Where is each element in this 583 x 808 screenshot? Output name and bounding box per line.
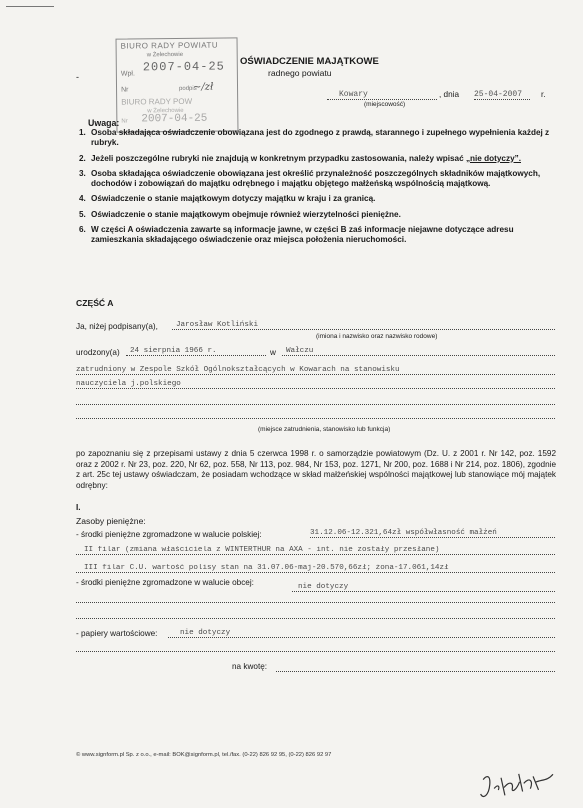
employment-line-2[interactable]: nauczyciela j.polskiego	[76, 380, 555, 389]
document-title: OŚWIADCZENIE MAJĄTKOWE	[240, 56, 379, 67]
pln-line-3[interactable]: III filar C.U. wartość polisy stan na 31.07.06-maj-20.570,66zł; żona-17.061,14zł	[76, 564, 555, 573]
name-caption: (imiona i nazwisko oraz nazwisko rodowe)	[316, 333, 438, 340]
note-item: 5. Oświadczenie o stanie majątkowym obejmuje również wierzytelności pieniężne.	[79, 209, 401, 219]
securities-label: - papiery wartościowe:	[76, 629, 158, 638]
employment-line-1[interactable]: zatrudniony w Zespole Szkół Ogólnokształcących w Kowarach na stanowisku	[76, 366, 555, 375]
note-item: 6. W części A oświadczenia zawarte są informacje jawne, w części B zaś informacje niejawne dotyczące adresu zamieszkania składającego oświadczenie oraz miejsca położenia nieruchomości.	[79, 225, 514, 245]
note-item: 4. Oświadczenie o stanie majątkowym dotyczy majątku w kraju i za granicą.	[79, 194, 376, 204]
receipt-stamp	[116, 37, 239, 132]
securities-line-2[interactable]	[76, 651, 555, 652]
signature-scribble	[476, 764, 559, 804]
stamp-date: 2007-04-25	[142, 59, 225, 75]
handwritten-signature	[476, 764, 559, 808]
note-item: 1. Osoba składająca oświadczenie obowiązana jest do zgodnego z prawdą, starannego i zupełnego wypełnienia każdej z rubryk.	[79, 128, 550, 148]
document-subtitle: radnego powiatu	[268, 68, 332, 78]
employment-line-3[interactable]	[76, 404, 555, 405]
stamp-office: BIURO RADY POWIATU	[120, 40, 219, 51]
stamp-date-2: 2007-04-25	[141, 112, 208, 126]
stamp-nr-2: Nr	[121, 118, 128, 125]
statement-paragraph: po zapoznaniu się z przepisami ustawy z dnia 5 czerwca 1998 r. o samorządzie powiatowym (Dz. U. z 2001 r. Nr 142, poz. 1592 oraz z 2002 r. Nr 23, poz. 220, Nr 62, poz. 558, Nr 113, poz. 984, Nr 153, poz. 1271, Nr 200, poz. 1688 i Nr 214, poz. 1806), zgodnie z art. 25c tej ustawy oświadczam, że posiadam wchodzące w skład małżeńskiej wspólności majątkowej lub stanowiące mój majątek odrębny:	[76, 449, 556, 490]
place-field[interactable]: Kowary	[327, 90, 437, 100]
notes-list	[79, 128, 559, 251]
foreign-label: - środki pieniężne zgromadzone w walucie obcej:	[76, 578, 254, 587]
notes-heading: Uwaga:	[88, 118, 120, 128]
footer-text: © www.signform.pl Sp. z o.o., e-mail: BOK@signform.pl, tel./fax. (0-22) 826 92 95, (0-22) 826 92 97	[76, 752, 332, 758]
name-label: Ja, niżej podpisany(a),	[76, 322, 158, 331]
stamp-office-2: BIURO RADY POW	[121, 96, 193, 107]
part-a-heading: CZĘŚĆ A	[76, 298, 114, 308]
stamp-pages-label: podpis	[179, 85, 197, 92]
foreign-line-3[interactable]	[76, 618, 555, 619]
born-in-label: w	[270, 348, 276, 357]
name-field[interactable]: Jarosław Kotliński	[172, 321, 555, 330]
top-rule	[6, 6, 54, 7]
stamp-wpl-label: Wpł.	[120, 70, 135, 78]
employment-line-4[interactable]	[76, 418, 555, 419]
pln-line-2[interactable]: II filar (zmiana właściciela z WINTERTHUR na AXA - int. nie zostały przesłane)	[76, 546, 555, 555]
amount-label: na kwotę:	[232, 662, 268, 671]
stamp-location-2: w Żelechowie	[147, 107, 184, 115]
stamp-initials: ~/zł	[192, 81, 214, 93]
stamp-nr-label: Nr	[121, 86, 129, 94]
born-place-field[interactable]: Wałczu	[282, 347, 555, 356]
dash-mark: -	[76, 72, 79, 82]
pln-label: - środki pieniężne zgromadzone w walucie polskiej:	[76, 530, 262, 539]
foreign-field[interactable]: nie dotyczy	[292, 583, 555, 592]
note-item: 2. Jeżeli poszczególne rubryki nie znajdują w konkretnym przypadku zastosowania, należy wpisać „nie dotyczy”.	[79, 153, 521, 163]
place-caption: (miejscowość)	[364, 101, 406, 108]
born-label: urodzony(a)	[76, 348, 120, 357]
section-title: Zasoby pieniężne:	[76, 516, 146, 526]
year-suffix: r.	[541, 90, 546, 99]
securities-field[interactable]: nie dotyczy	[168, 629, 555, 638]
note-item: 3. Osoba składająca oświadczenie obowiązana jest określić przynależność poszczególnych składników majątkowych, dochodów i zobowiązań do majątku odrębnego i majątku objętego małżeńską wspólnością majątkową.	[79, 168, 541, 189]
amount-field[interactable]	[276, 671, 555, 672]
nie-dotyczy-phrase: „nie dotyczy”.	[465, 153, 521, 163]
section-number: I.	[76, 503, 81, 512]
foreign-line-2[interactable]	[76, 602, 555, 603]
date-field[interactable]: 25-04-2007	[474, 90, 530, 100]
date-label: , dnia	[439, 90, 460, 99]
employment-caption: (miejsce zatrudnienia, stanowisko lub funkcja)	[258, 426, 391, 433]
stamp-location: w Żelechowie	[146, 51, 184, 59]
born-date-field[interactable]: 24 sierpnia 1966 r.	[126, 347, 266, 356]
pln-line-1[interactable]: 31.12.06-12.321,64zł współwłasność małżeń	[310, 529, 555, 538]
